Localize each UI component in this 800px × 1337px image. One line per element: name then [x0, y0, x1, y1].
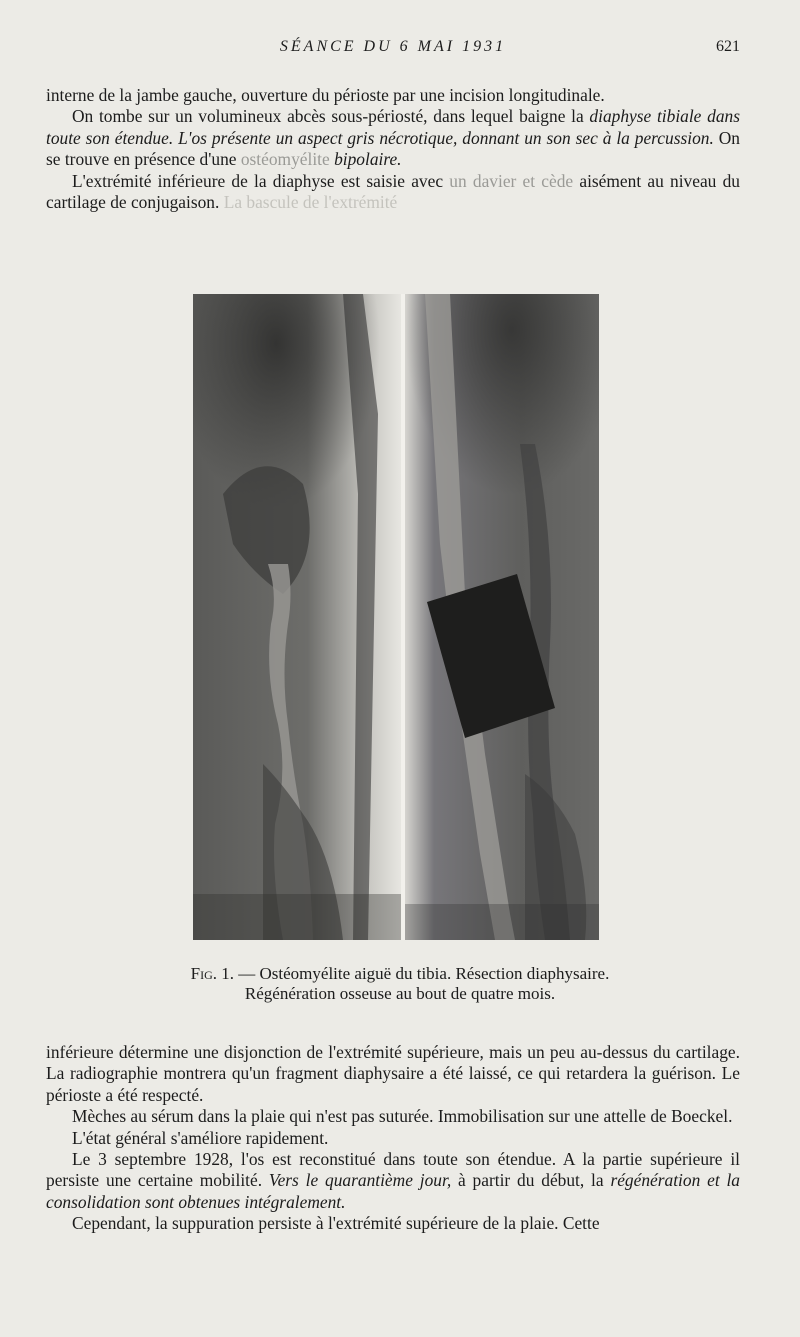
text-run: aisément au niveau du cartilage de conjugaison.: [46, 170, 740, 213]
text-run: Le 3 septembre 1928, l'os est reconstitué dans toute son étendue. A la partie supérieure il persiste une certaine mobilité.: [46, 1149, 740, 1191]
radiograph-figure: [193, 294, 599, 940]
paragraph: Cependant, la suppuration persiste à l'extrémité supérieure de la plaie. Cette: [72, 1213, 600, 1234]
text-run: On se trouve en présence d'une: [46, 127, 740, 170]
page-number: 621: [716, 38, 740, 55]
faded-text: ostéomyélite: [240, 149, 330, 170]
running-title: SÉANCE DU 6 MAI 1931: [279, 38, 507, 55]
figure-caption: [0, 964, 800, 1004]
radiograph-image-right: [405, 294, 599, 940]
paragraph: Mèches au sérum dans la plaie qui n'est pas suturée. Immobilisation sur une attelle de Boeckel.: [72, 1106, 733, 1127]
faded-text: un davier et cède: [449, 170, 574, 191]
paragraph: L'état général s'améliore rapidement.: [72, 1127, 329, 1148]
paragraph: [46, 1149, 740, 1213]
italic-text: Vers le quarantième jour,: [268, 1170, 452, 1191]
paragraph: [46, 171, 740, 214]
body-text-bottom: [46, 1042, 740, 1235]
paragraph: interne de la jambe gauche, ouverture du périoste par une incision longitudinale.: [46, 85, 605, 105]
figure-label: Fig. 1.: [190, 964, 235, 983]
italic-text: régénération et la consolidation sont obtenues intégralement.: [46, 1170, 740, 1212]
text-run: à partir du début, la: [451, 1170, 611, 1191]
faded-text: La bascule de l'extrémité: [223, 192, 398, 213]
caption-line-1: [0, 964, 800, 984]
caption-text: — Ostéomyélite aiguë du tibia. Résection diaphysaire.: [234, 964, 610, 983]
italic-text: bipolaire.: [329, 149, 402, 170]
radiograph-image-left: [193, 294, 401, 940]
italic-text: diaphyse tibiale dans toute son étendue. L'os présente un aspect gris nécrotique, donnant un son sec à la percussion.: [46, 106, 740, 148]
text-run: On tombe sur un volumineux abcès sous-périosté, dans lequel baigne la: [72, 106, 590, 127]
body-text-top: [46, 85, 740, 213]
paragraph: inférieure détermine une disjonction de l'extrémité supérieure, mais un peu au-dessus du cartilage. La radiographie montrera qu'un fragment diaphysaire a été laissé, ce qui retardera la guérison. Le périoste a été respecté.: [46, 1042, 740, 1105]
running-head: [46, 38, 740, 60]
paragraph: [46, 106, 740, 170]
caption-line-2: Régénération osseuse au bout de quatre mois.: [244, 984, 556, 1003]
text-run: L'extrémité inférieure de la diaphyse est saisie avec: [72, 170, 450, 191]
